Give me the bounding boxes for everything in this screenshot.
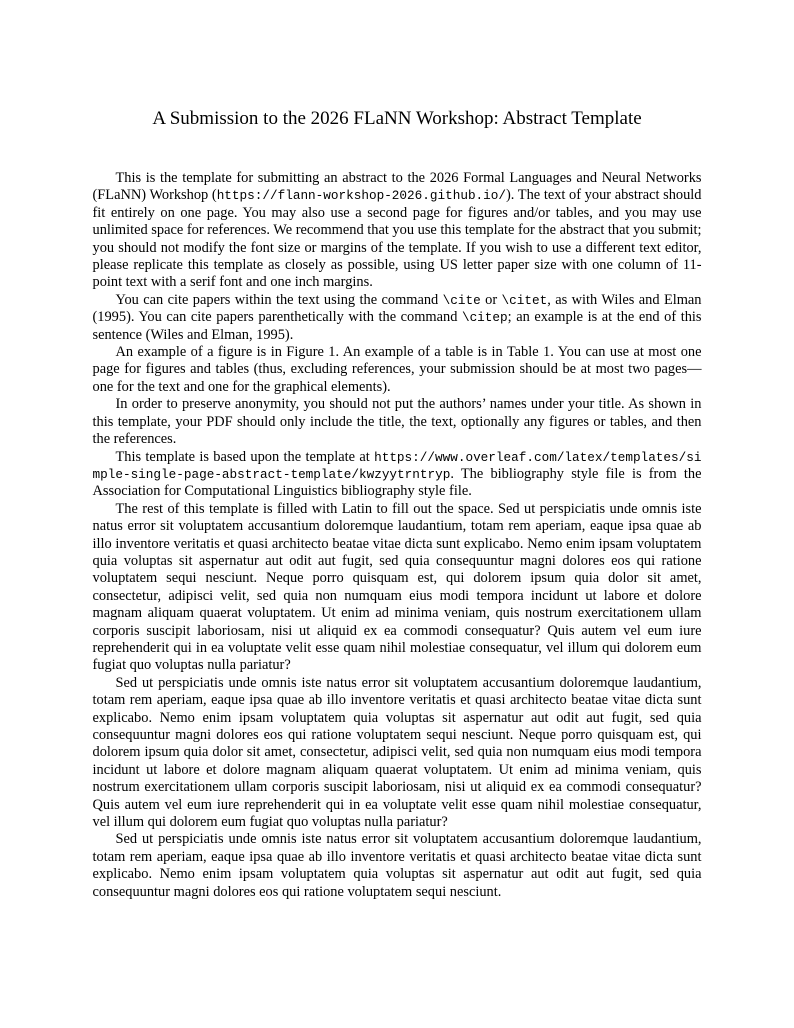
text-run: In order to preserve anonymity, you should not put the authors’ names under your title. As shown in this template, your PDF should only include the title, the text, optionally any figures or tables, and then the references. [92,396,702,448]
paragraph [93,831,702,901]
text-run: The rest of this template is filled with Latin to fill out the space. Sed ut perspiciatis unde omnis iste natus error sit voluptatem accusantium doloremque laudantium, totam rem aperiam, eaque ipsa quae ab illo inventore veritatis et quasi architecto beatae vitae dicta sunt explicabo. Nemo enim ipsam voluptatem quia voluptas sit aspernatur aut odit aut fugit, sed quia consequuntur magni dolores eos qui ratione voluptatem sequi nesciunt. Neque porro quisquam est, qui dolorem ipsum quia dolor sit amet, consectetur, adipisci velit, sed quia non numquam eius modi tempora incidunt ut labore et dolore magnam aliquam quaerat voluptatem. Ut enim ad minima veniam, quis nostrum exercitationem ullam corporis suscipit laboriosam, nisi ut aliquid ex ea commodi consequatur? Quis autem vel eum iure reprehenderit qui in ea voluptate velit esse quam nihil molestiae consequatur, vel illum qui dolorem eum fugiat quo voluptas nulla pariatur? [92,500,702,674]
text-run: This template is based upon the template at [115,448,375,465]
text-run: or [480,291,502,308]
text-run: This is the template for submitting an abstract to the 2026 Formal Languages and Neural Networks (FLaNN) Workshop ( [92,170,702,204]
paragraph [93,449,702,501]
inline-code: \citet [501,292,548,308]
text-run: . The bibliography style file is from the Association for Computational Linguistics bibliography style file. [92,465,702,500]
paragraph [93,675,702,832]
paragraph [93,396,702,448]
text-run: You can cite papers within the text using the command [115,291,443,308]
text-run: ; an example is at the end of this sentence (Wiles and Elman, 1995). [92,309,702,343]
paragraph [93,344,702,396]
paragraph [93,292,702,344]
text-run: ). The text of your abstract should fit entirely on one page. You may also use a second page for figures and/or tables, and you may use unlimited space for references. We recommend that you use this template for the abstract that you submit; you should not modify the font size or margins of the template. If you wish to use a different text editor, please replicate this template as closely as possible, using US letter paper size with one column of 11-point text with a serif font and one inch margins. [92,187,702,291]
paper-title: A Submission to the 2026 FLaNN Workshop: Abstract Template [152,108,642,129]
inline-code: https://www.overleaf.com/latex/templates/simple-single-page-abstract-template/kwzyytrntryp [92,449,702,482]
inline-code: https://flann-workshop-2026.github.io/ [216,188,507,204]
inline-code: \citep [461,310,508,326]
text-run: An example of a figure is in Figure 1. An example of a table is in Table 1. You can use at most one page for figures and tables (thus, excluding references, your submission should be at most two pages—one for the text and one for the graphical elements). [92,344,702,395]
text-run: Sed ut perspiciatis unde omnis iste natus error sit voluptatem accusantium doloremque laudantium, totam rem aperiam, eaque ipsa quae ab illo inventore veritatis et quasi architecto beatae vitae dicta sunt explicabo. Nemo enim ipsam voluptatem quia voluptas sit aspernatur aut odit aut fugit, sed quia consequuntur magni dolores eos qui ratione voluptatem sequi nesciunt. Neque porro quisquam est, qui dolorem ipsum quia dolor sit amet, consectetur, adipisci velit, sed quia non numquam eius modi tempora incidunt ut labore et dolore magnam aliquam quaerat voluptatem. Ut enim ad minima veniam, quis nostrum exercitationem ullam corporis suscipit laboriosam, nisi ut aliquid ex ea commodi consequatur? Quis autem vel eum iure reprehenderit qui in ea voluptate velit esse quam nihil molestiae consequatur, vel illum qui dolorem eum fugiat quo voluptas nulla pariatur? [92,674,702,831]
text-run: Sed ut perspiciatis unde omnis iste natus error sit voluptatem accusantium doloremque laudantium, totam rem aperiam, eaque ipsa quae ab illo inventore veritatis et quasi architecto beatae vitae dicta sunt explicabo. Nemo enim ipsam voluptatem quia voluptas sit aspernatur aut odit aut fugit, sed quia consequuntur magni dolores eos qui ratione voluptatem sequi nesciunt. [92,831,702,900]
paragraph [93,501,702,675]
inline-code: \cite [442,292,481,308]
document-body [93,170,702,901]
text-run: , as with Wiles and Elman (1995). You can cite papers parenthetically with the command [92,291,702,326]
paragraph [93,170,702,292]
